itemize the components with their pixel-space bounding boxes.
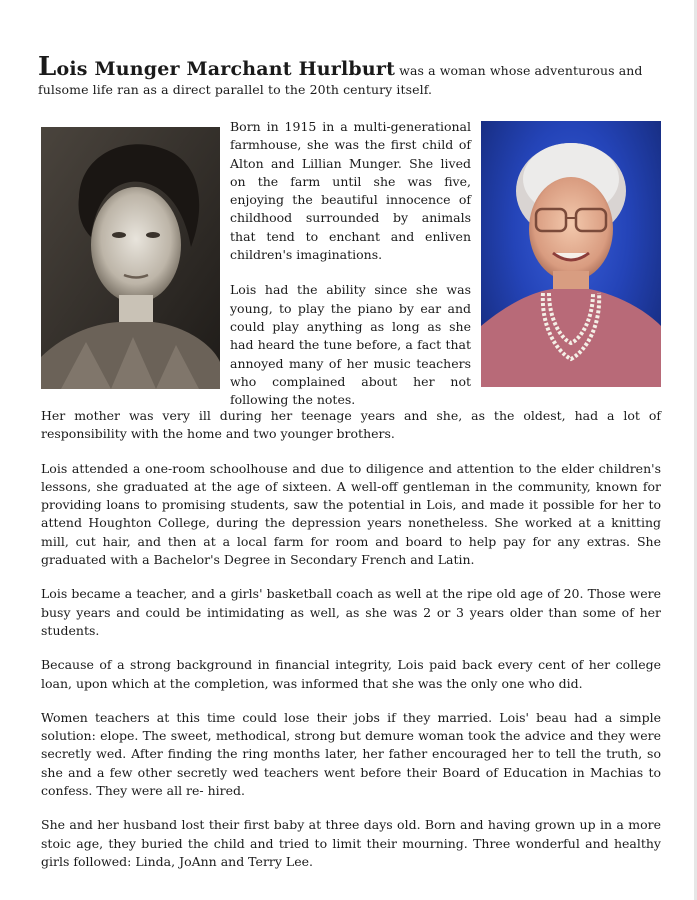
elderly-portrait-photo <box>481 121 661 387</box>
young-portrait-photo <box>41 127 220 389</box>
young-portrait-image <box>41 127 220 389</box>
paragraph-marriage: Women teachers at this time could lose their jobs if they married. Lois' beau had a simple solution: elope. The sweet, methodical, strong but demure woman took the advice and they were secretly wed. After finding the ring months later, her father encouraged her to tell the truth, so she and a few other secretly wed teachers went before their Board of Education in Machias to confess. They were all re- hired. <box>41 709 661 799</box>
paragraph-teacher: Lois became a teacher, and a girls' basketball coach as well at the ripe old age of 20. Those were busy years and could be intimidating as well, as she was 2 or 3 years older than some of her students. <box>41 586 661 638</box>
name-initial: L <box>38 52 57 82</box>
body-text <box>41 407 661 887</box>
intro-paragraph-piano: Lois had the ability since she was young, to play the piano by ear and could play anything as long as she had heard the tune before, a fact that annoyed many of her music teachers who complained about her not following the notes. <box>230 282 471 408</box>
subject-name <box>38 52 396 82</box>
intro-paragraph-birth: Born in 1915 in a multi-generational farmhouse, she was the first child of Alton and Lillian Munger. She lived on the farm until she was five, enjoying the beautiful innocence of childhood surrounded by animals that tend to enchant and enliven children's imaginations. <box>230 119 471 263</box>
title-block <box>38 52 668 99</box>
paragraph-loan: Because of a strong background in financial integrity, Lois paid back every cent of her college loan, upon which at the completion, was informed that she was the only one who did. <box>41 657 661 691</box>
paragraph-education: Lois attended a one-room schoolhouse and due to diligence and attention to the elder children's lessons, she graduated at the age of sixteen. A well-off gentleman in the community, known for providing loans to promising students, saw the potential in Lois, and made it possible for her to attend Houghton College, during the depression years nonetheless. She worked at a knitting mill, cut hair, and then at a local farm for room and board to help pay for any extras. She graduated with a Bachelor's Degree in Secondary French and Latin. <box>41 460 661 568</box>
intro-column <box>230 118 471 426</box>
paragraph-children: She and her husband lost their first baby at three days old. Born and having grown up in a more stoic age, they buried the child and tried to limit their mourning. Three wonderful and healthy girls followed: Linda, JoAnn and Terry Lee. <box>41 817 661 869</box>
name-rest: ois Munger Marchant Hurlburt <box>56 58 396 80</box>
paragraph-mother: Her mother was very ill during her teenage years and she, as the oldest, had a lot of responsibility with the home and two younger brothers. <box>41 408 661 442</box>
elderly-portrait-image <box>481 121 661 387</box>
title-lead-text: was a woman whose adventurous and fulsome life ran as a direct parallel to the 20th century itself. <box>38 63 643 97</box>
